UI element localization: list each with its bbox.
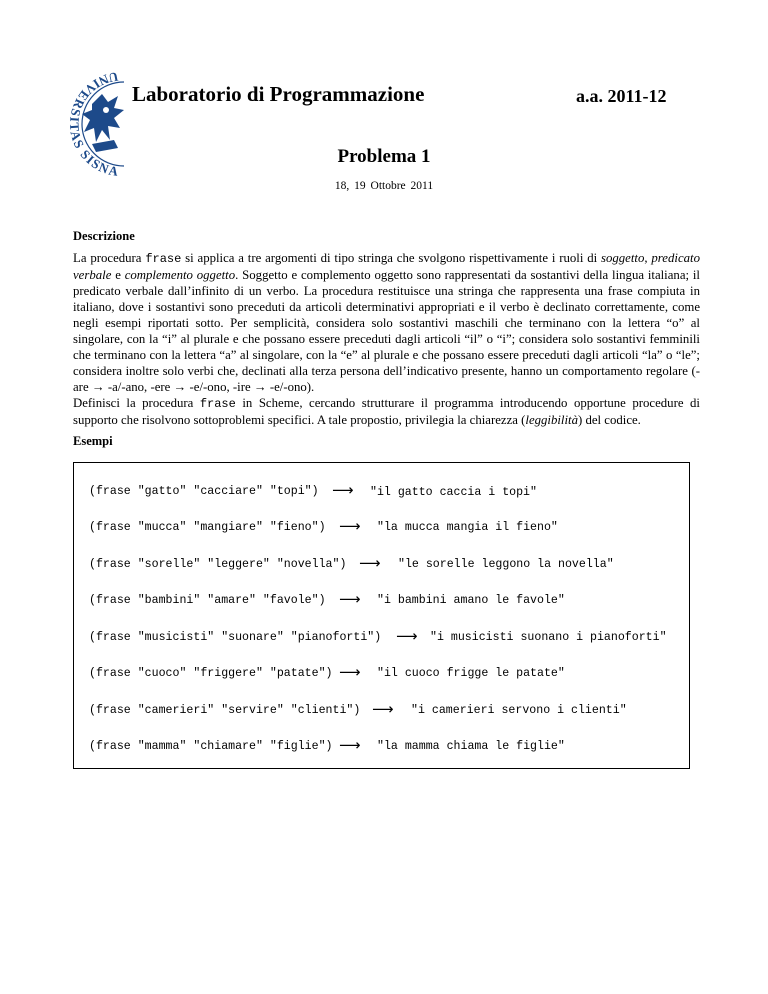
example-result: "il gatto caccia i topi": [370, 486, 537, 499]
description-text: [73, 250, 700, 428]
arrow-icon: ⟶: [396, 627, 418, 645]
description-heading: Descrizione: [73, 229, 135, 243]
description-paragraph-2: Definisci la procedura frase in Scheme, cercando strutturare il programma introducendo opportune procedure di supporto che risolvono sottoproblemi specifici. A tale propostio, privilegia la chiarezza (leggibilità) del codice.: [73, 396, 700, 427]
examples-heading: Esempi: [73, 434, 113, 448]
example-result: "il cuoco frigge le patate": [377, 667, 565, 680]
description-paragraph-1: La procedura frase si applica a tre argomenti di tipo stringa che svolgono rispettivamente i ruoli di soggetto, predicato verbale e complemento oggetto. Soggetto e complemento oggetto sono rappresentati da sostantivi della lingua italiana; il predicato verbale dall’infinito di un verbo. La procedura restituisce una stringa che rappresenta una frase compiuta in italiano, dove i sostantivi sono preceduti da articoli determinativi appropriati e il verbo è declinato correttamente, come negli esempi riportati sotto. Per semplicità, considera solo sostantivi maschili che terminano con la lettera “o” al singolare, con la “i” al plurale e che possano essere preceduti dagli articoli “il” o “i”; considera solo sostantivi femminili che terminano con la lettera “a” al singolare, con la “e” al plurale e che possano essere preceduti dagli articoli “la” o “le”; considera inoltre solo verbi che, declinati alla terza persona dell’indicativo presente, hanno un comportamento regolare (-are → -a/-ano, -ere → -e/-ono, -ire → -e/-ono).: [73, 251, 700, 394]
example-call: (frase "bambini" "amare" "favole"): [89, 594, 326, 607]
example-result: "la mucca mangia il fieno": [377, 521, 558, 534]
problem-date: 18, 19 Ottobre 2011: [334, 180, 434, 192]
example-call: (frase "mamma" "chiamare" "figlie"): [89, 740, 333, 753]
problem-title: Problema 1: [337, 146, 431, 167]
code-frase: frase: [145, 252, 182, 266]
example-call: (frase "gatto" "cacciare" "topi"): [89, 485, 319, 498]
example-result: "i musicisti suonano i pianoforti": [430, 631, 667, 644]
course-title: Laboratorio di Programmazione: [132, 82, 425, 106]
arrow-icon: ⟶: [372, 700, 394, 718]
example-result: "i bambini amano le favole": [377, 594, 565, 607]
example-result: "la mamma chiama le figlie": [377, 740, 565, 753]
arrow-icon: ⟶: [359, 554, 381, 572]
example-result: "le sorelle leggono la novella": [398, 558, 614, 571]
code-frase: frase: [199, 397, 236, 411]
example-call: (frase "camerieri" "servire" "clienti"): [89, 704, 361, 717]
example-call: (frase "sorelle" "leggere" "novella"): [89, 558, 347, 571]
examples-box: [73, 462, 690, 769]
example-call: (frase "musicisti" "suonare" "pianoforti"): [89, 631, 382, 644]
svg-text:UNIVERSITAS SISNA: UNIVERSITAS SISNA: [66, 69, 121, 180]
arrow-icon: ⟶: [339, 736, 361, 754]
arrow-icon: ⟶: [339, 590, 361, 608]
example-call: (frase "cuoco" "friggere" "patate"): [89, 667, 333, 680]
example-result: "i camerieri servono i clienti": [411, 704, 627, 717]
arrow-icon: ⟶: [339, 663, 361, 681]
arrow-icon: ⟶: [339, 517, 361, 535]
academic-year: a.a. 2011-12: [576, 86, 667, 106]
arrow-icon: ⟶: [332, 481, 354, 499]
example-call: (frase "mucca" "mangiare" "fieno"): [89, 521, 326, 534]
